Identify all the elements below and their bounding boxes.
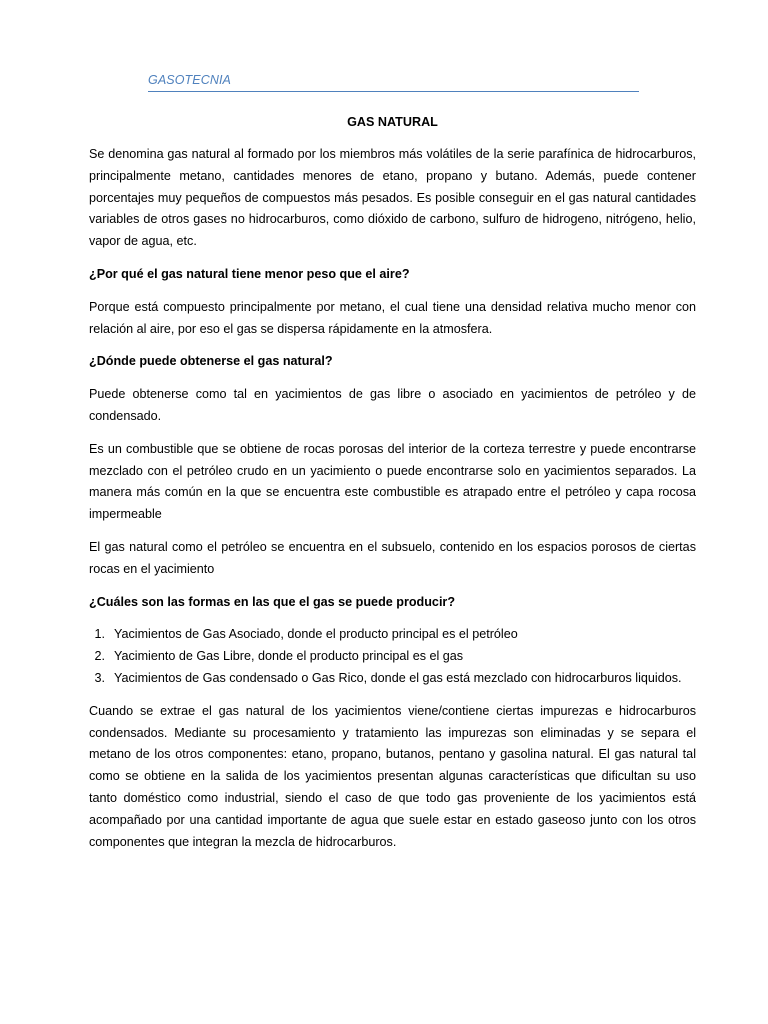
question-where-obtained: ¿Dónde puede obtenerse el gas natural? — [89, 354, 333, 369]
document-title: GAS NATURAL — [347, 115, 438, 129]
list-item — [89, 668, 696, 690]
closing-paragraph: Cuando se extrae el gas natural de los yacimientos viene/contiene ciertas impurezas e hidrocarburos condensados. Mediante su procesamiento y tratamiento las impurezas son eliminadas y se separa el metano de los otros componentes: etano, propano, butanos, pentano y gasolina natural. El gas natural tal como se obtiene en la salida de los yacimientos presentan algunas características que dificultan su uso tanto doméstico como industrial, siendo el caso de que todo gas proveniente de los yacimientos está acompañado por una cantidad importante de agua que suele estar en estado gaseoso junto con los otros componentes que integran la mezcla de hidrocarburos. — [89, 703, 696, 849]
list-number: 3. — [94, 670, 105, 685]
list-number: 1. — [94, 627, 105, 642]
document-body — [89, 112, 696, 864]
list-item — [89, 624, 696, 646]
production-forms-list — [89, 624, 696, 689]
list-item — [89, 646, 696, 668]
list-item-text: Yacimientos de Gas Asociado, donde el producto principal es el petróleo — [114, 627, 518, 642]
header-title: GASOTECNIA — [148, 73, 231, 87]
answer-where-obtained-3: El gas natural como el petróleo se encuentra en el subsuelo, contenido en los espacios porosos de ciertas rocas en el yacimiento — [89, 539, 696, 576]
list-number: 2. — [94, 649, 105, 664]
intro-paragraph: Se denomina gas natural al formado por los miembros más volátiles de la serie parafínica de hidrocarburos, principalmente metano, cantidades menores de etano, propano y butano. Además, puede contener porcentajes muy pequeños de compuestos más pesados. Es posible conseguir en el gas natural cantidades variables de otros gases no hidrocarburos, como dióxido de carbono, sulfuro de hidrogeno, nitrógeno, helio, vapor de agua, etc. — [89, 147, 696, 249]
question-heavier-than-air: ¿Por qué el gas natural tiene menor peso que el aire? — [89, 266, 410, 281]
list-item-text: Yacimiento de Gas Libre, donde el producto principal es el gas — [114, 649, 464, 664]
answer-where-obtained-2: Es un combustible que se obtiene de rocas porosas del interior de la corteza terrestre y puede encontrarse mezclado con el petróleo crudo en un yacimiento o puede encontrarse solo en yacimientos separados. La manera más común en la que se encuentra este combustible es atrapado entre el petróleo y capa rocosa impermeable — [89, 441, 696, 522]
document-header — [148, 72, 639, 92]
answer-heavier-than-air: Porque está compuesto principalmente por metano, el cual tiene una densidad relativa mucho menor con relación al aire, por eso el gas se dispersa rápidamente en la atmosfera. — [89, 299, 696, 336]
list-item-text: Yacimientos de Gas condensado o Gas Rico, donde el gas está mezclado con hidrocarburos liquidos. — [114, 670, 682, 685]
answer-where-obtained-1: Puede obtenerse como tal en yacimientos de gas libre o asociado en yacimientos de petróleo y de condensado. — [89, 387, 696, 423]
question-production-forms: ¿Cuáles son las formas en las que el gas se puede producir? — [89, 594, 456, 609]
